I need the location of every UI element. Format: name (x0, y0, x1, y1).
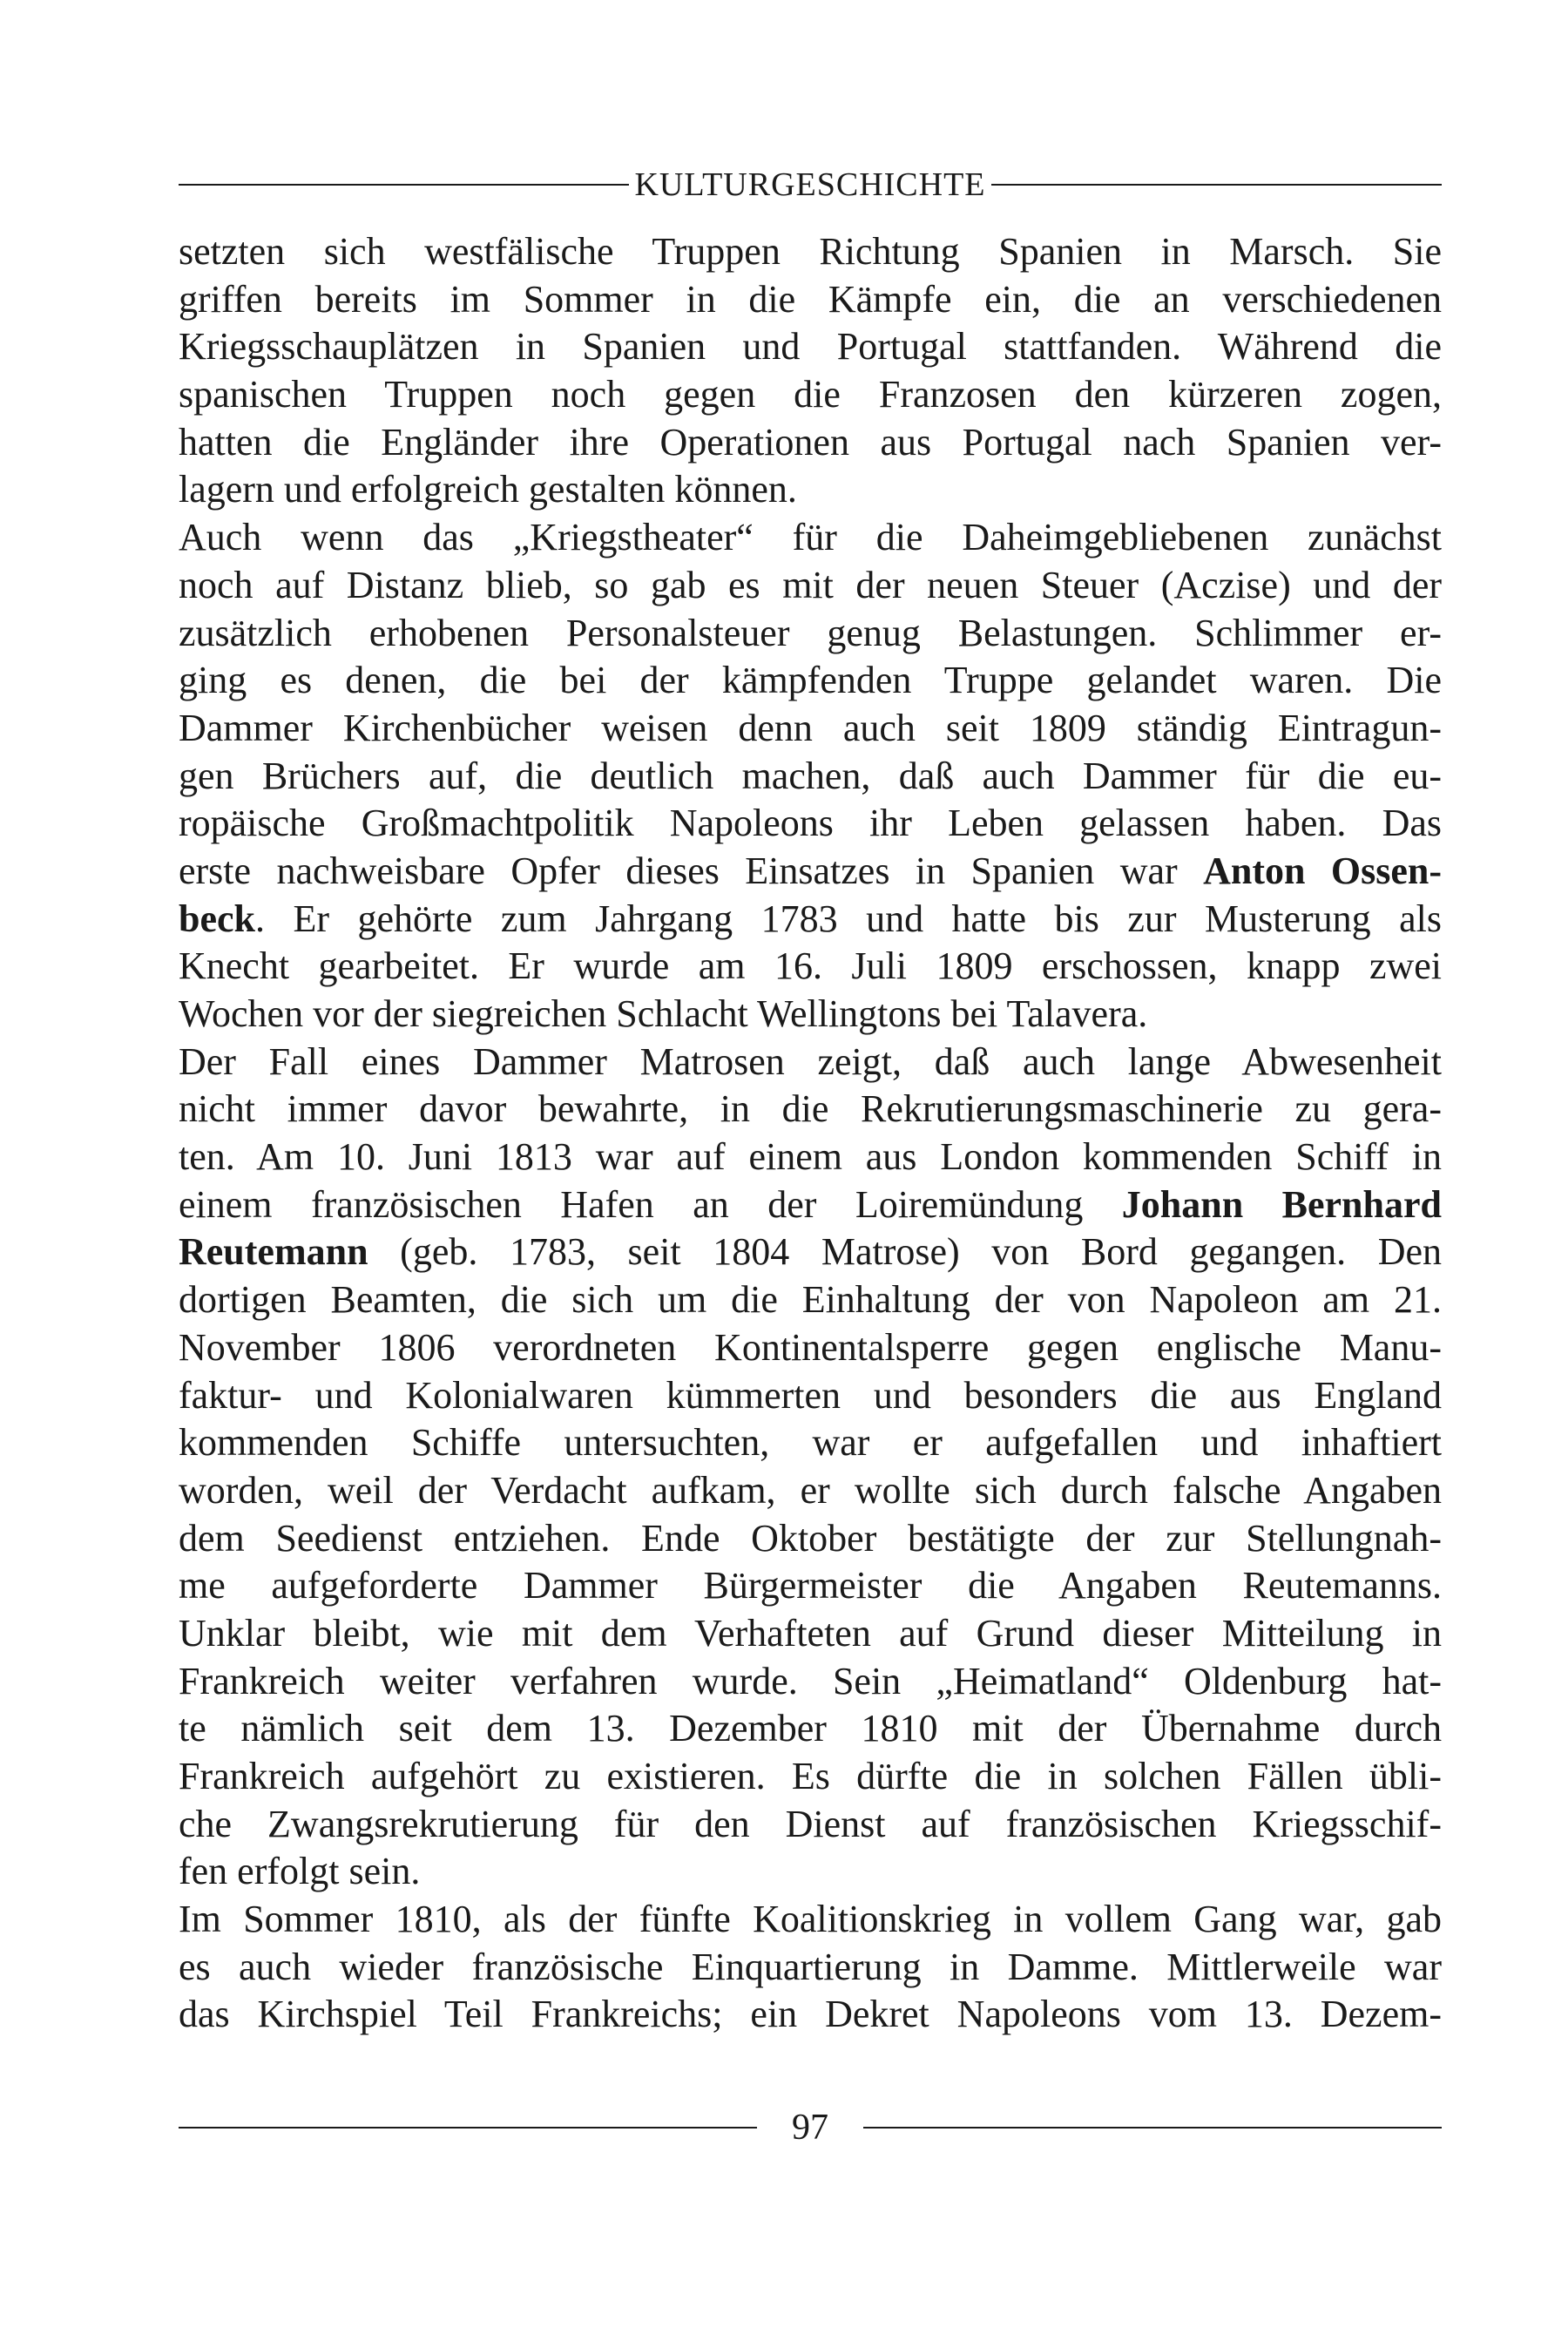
text-run: einem französischen Hafen an der Loiremündung (179, 1182, 1122, 1226)
running-header (179, 166, 1442, 204)
text-line: Frankreich weiter verfahren wurde. Sein „Heimatland“ Oldenburg hat- (179, 1659, 1442, 1702)
header-rule-right (991, 184, 1442, 186)
header-title: KULTURGESCHICHTE (634, 166, 986, 203)
person-name: Reutemann (179, 1230, 368, 1274)
text-line: November 1806 verordneten Kontinentalsperre gegen englische Manu- (179, 1325, 1442, 1369)
text-line: dem Seedienst entziehen. Ende Oktober bestätigte der zur Stellungnah- (179, 1516, 1442, 1560)
header-rule-left (179, 184, 629, 186)
text-line: worden, weil der Verdacht aufkam, er wollte sich durch falsche Angaben (179, 1468, 1442, 1512)
text-line: faktur- und Kolonialwaren kümmerten und besonders die aus England (179, 1373, 1442, 1417)
text-line: Unklar bleibt, wie mit dem Verhafteten auf Grund dieser Mitteilung in (179, 1611, 1442, 1655)
text-line: setzten sich westfälische Truppen Richtung Spanien in Marsch. Sie (179, 230, 1442, 273)
text-line: kommenden Schiffe untersuchten, war er aufgefallen und inhaftiert (179, 1421, 1442, 1465)
body-text (179, 228, 1442, 2039)
text-line: fen erfolgt sein. (179, 1850, 421, 1893)
text-line: gen Brüchers auf, die deutlich machen, daß auch Dammer für die eu- (179, 754, 1442, 797)
person-name: Johann Bernhard (1121, 1182, 1443, 1226)
text-line: te nämlich seit dem 13. Dezember 1810 mit der Übernahme durch (179, 1707, 1442, 1750)
text-line (179, 1181, 1442, 1229)
text-line: dortigen Beamten, die sich um die Einhaltung der von Napoleon am 21. (179, 1278, 1442, 1322)
text-line: es auch wieder französische Einquartierung in Damme. Mittlerweile war (179, 1945, 1442, 1988)
footer-rule-right (863, 2127, 1442, 2129)
person-name: beck (179, 897, 255, 940)
footer-rule-left (179, 2127, 757, 2129)
text-line: Knecht gearbeitet. Er wurde am 16. Juli 1809 erschossen, knapp zwei (179, 944, 1442, 988)
text-line: Frankreich aufgehört zu existieren. Es dürfte die in solchen Fällen übli- (179, 1755, 1442, 1797)
text-run: erste nachweisbare Opfer dieses Einsatzes in Spanien war (179, 849, 1204, 892)
text-line: nicht immer davor bewahrte, in die Rekrutierungsmaschinerie zu gera- (179, 1087, 1442, 1131)
text-line: ropäische Großmachtpolitik Napoleons ihr Leben gelassen haben. Das (179, 802, 1442, 845)
text-line: hatten die Engländer ihre Operationen aus Portugal nach Spanien ver- (179, 420, 1442, 464)
text-line: me aufgeforderte Dammer Bürgermeister die Angaben Reutemanns. (179, 1564, 1442, 1607)
text-line: ging es denen, die bei der kämpfenden Truppe gelandet waren. Die (179, 659, 1442, 702)
text-run: . Er gehörte zum Jahrgang 1783 und hatte bis zur Musterung als (255, 897, 1442, 940)
text-line: zusätzlich erhobenen Personalsteuer genug Belastungen. Schlimmer er- (179, 611, 1442, 654)
text-line: che Zwangsrekrutierung für den Dienst auf französischen Kriegsschif- (179, 1802, 1442, 1845)
person-name: Anton Ossen- (1203, 849, 1442, 892)
text-line (179, 848, 1442, 896)
text-line: griffen bereits im Sommer in die Kämpfe ein, die an verschiedenen (179, 277, 1442, 321)
page-footer (179, 2102, 1442, 2154)
text-run: (geb. 1783, seit 1804 Matrose) von Bord gegangen. Den (368, 1230, 1442, 1274)
text-line: Dammer Kirchenbücher weisen denn auch seit 1809 ständig Eintragun- (179, 706, 1442, 749)
page-number: 97 (792, 2108, 828, 2148)
text-line: Im Sommer 1810, als der fünfte Koalitionskrieg in vollem Gang war, gab (179, 1898, 1442, 1941)
text-line: Der Fall eines Dammer Matrosen zeigt, daß auch lange Abwesenheit (179, 1039, 1442, 1083)
text-line: Wochen vor der siegreichen Schlacht Wellingtons bei Talavera. (179, 992, 1148, 1035)
text-line: Kriegsschauplätzen in Spanien und Portugal stattfanden. Während die (179, 325, 1442, 369)
text-line: ten. Am 10. Juni 1813 war auf einem aus London kommenden Schiff in (179, 1135, 1442, 1179)
text-line: lagern und erfolgreich gestalten können. (179, 468, 797, 511)
text-line: Auch wenn das „Kriegstheater“ für die Daheimgebliebenen zunächst (179, 516, 1442, 559)
text-line: noch auf Distanz blieb, so gab es mit der neuen Steuer (Aczise) und der (179, 563, 1442, 606)
text-line: das Kirchspiel Teil Frankreichs; ein Dekret Napoleons vom 13. Dezem- (179, 1993, 1442, 2036)
text-line (179, 1228, 1442, 1276)
text-line (179, 896, 1442, 944)
text-line: spanischen Truppen noch gegen die Franzosen den kürzeren zogen, (179, 373, 1442, 416)
